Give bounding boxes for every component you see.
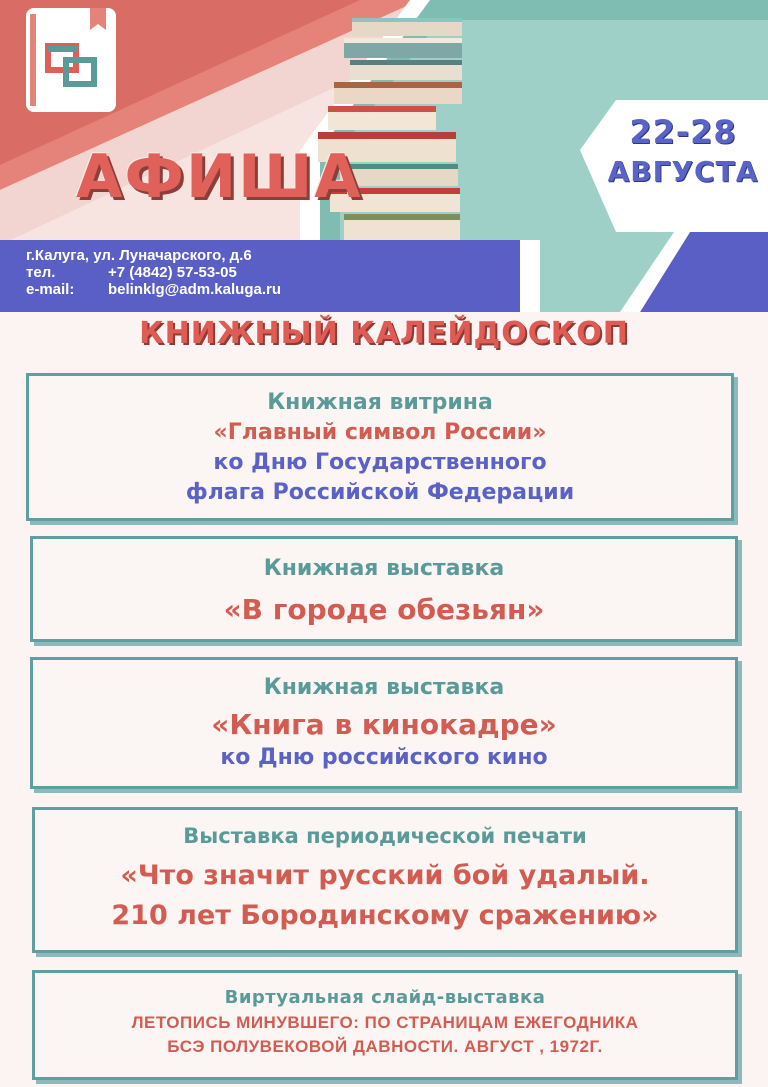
date-month: АВГУСТА bbox=[607, 155, 759, 188]
phone-label: тел. bbox=[26, 264, 56, 281]
event-title: «Что значит русский бой удалый. bbox=[120, 860, 650, 891]
event-type: Книжная выставка bbox=[263, 556, 505, 581]
library-logo bbox=[26, 8, 116, 112]
event-card-4 bbox=[32, 807, 738, 953]
event-subtitle: флага Российской Федерации bbox=[185, 480, 575, 505]
date-badge bbox=[598, 112, 768, 192]
section-title: КНИЖНЫЙ КАЛЕЙДОСКОП bbox=[139, 316, 629, 351]
event-subtitle: ко Дню российского кино bbox=[220, 745, 548, 770]
email-label: e-mail: bbox=[26, 281, 75, 298]
event-title: «В городе обезьян» bbox=[223, 593, 545, 626]
poster-title: АФИША bbox=[76, 142, 363, 212]
header-banner bbox=[0, 0, 768, 312]
event-card-1 bbox=[26, 373, 734, 521]
event-card-2 bbox=[30, 536, 738, 642]
phone-row bbox=[26, 264, 281, 281]
event-title: ЛЕТОПИСЬ МИНУВШЕГО: ПО СТРАНИЦАМ ЕЖЕГОДНИКА bbox=[131, 1013, 639, 1032]
date-range: 22-28 bbox=[629, 113, 737, 151]
event-type: Книжная выставка bbox=[263, 675, 505, 700]
event-card-5 bbox=[32, 970, 738, 1080]
event-subtitle: ко Дню Государственного bbox=[213, 450, 547, 475]
event-title: «Книга в кинокадре» bbox=[211, 708, 557, 741]
address-text: г.Калуга, ул. Луначарского, д.6 bbox=[26, 247, 252, 264]
phone-number[interactable]: +7 (4842) 57-53-05 bbox=[108, 264, 237, 281]
address-row bbox=[26, 247, 281, 264]
email-row bbox=[26, 281, 281, 298]
email-address[interactable]: belinklg@adm.kaluga.ru bbox=[108, 281, 281, 298]
event-title: «Главный символ России» bbox=[213, 420, 547, 445]
event-type: Книжная витрина bbox=[267, 390, 493, 415]
event-type: Виртуальная слайд-выставка bbox=[224, 987, 546, 1008]
event-card-3 bbox=[30, 657, 738, 789]
event-title: 210 лет Бородинскому сражению» bbox=[111, 900, 659, 931]
contact-info bbox=[26, 247, 281, 298]
event-type: Выставка периодической печати bbox=[183, 824, 587, 848]
event-title: БСЭ ПОЛУВЕКОВОЙ ДАВНОСТИ. АВГУСТ , 1972Г. bbox=[167, 1037, 603, 1056]
